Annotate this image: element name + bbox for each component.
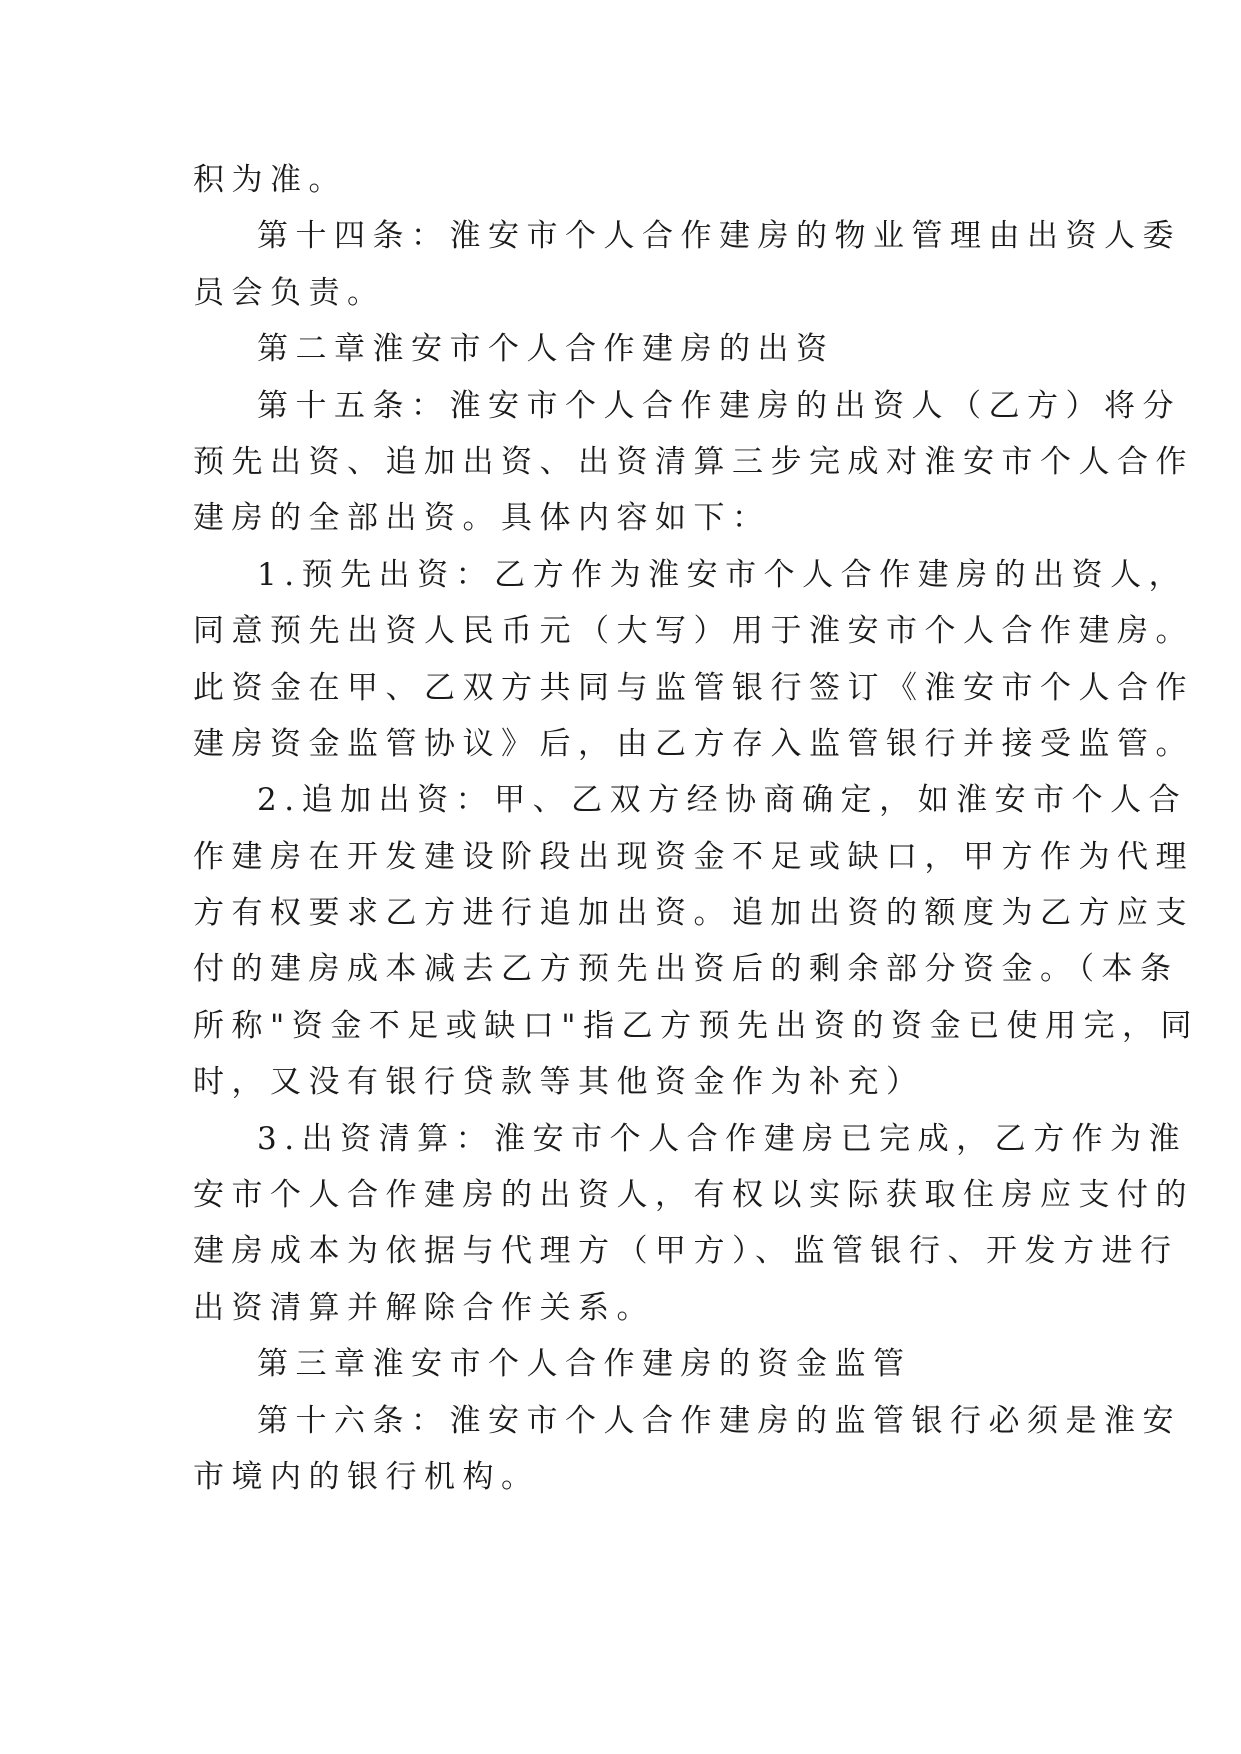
chapter-2-heading: 第二章淮安市个人合作建房的出资 [257,331,835,368]
text-line: 建房的全部出资。具体内容如下： [193,500,771,537]
text-line: 时，又没有银行贷款等其他资金作为补充） [193,1064,925,1101]
article-16-line: 第十六条：淮安市个人合作建房的监管银行必须是淮安 [257,1402,1181,1439]
text-line: 此资金在甲、乙双方共同与监管银行签订《淮安市个人合作 [193,669,1194,706]
document-body [193,152,1200,1505]
text-line: 建房资金监管协议》后，由乙方存入监管银行并接受监管。 [193,725,1194,762]
text-line: 付的建房成本减去乙方预先出资后的剩余部分资金。（本条 [193,951,1179,988]
text-line: 员会负责。 [193,274,386,311]
text-line: 积为准。 [193,162,347,198]
text-line: 安市个人合作建房的出资人，有权以实际获取住房应支付的 [193,1177,1194,1214]
item-2-line: 2.追加出资：甲、乙双方经协商确定，如淮安市个人合 [257,782,1188,819]
text-line: 所称"资金不足或缺口"指乙方预先出资的资金已使用完，同 [193,1007,1200,1044]
text-line: 出资清算并解除合作关系。 [193,1289,655,1326]
text-line: 作建房在开发建设阶段出现资金不足或缺口，甲方作为代理 [193,838,1194,875]
text-line: 预先出资、追加出资、出资清算三步完成对淮安市个人合作 [193,443,1194,480]
chapter-3-heading: 第三章淮安市个人合作建房的资金监管 [257,1346,912,1383]
item-1-line: 1.预先出资：乙方作为淮安市个人合作建房的出资人， [257,556,1188,593]
text-line: 方有权要求乙方进行追加出资。追加出资的额度为乙方应支 [193,895,1194,932]
text-line: 市境内的银行机构。 [193,1458,540,1495]
text-line: 同意预先出资人民币元（大写）用于淮安市个人合作建房。 [193,613,1194,650]
text-line: 建房成本为依据与代理方（甲方）、监管银行、开发方进行 [193,1233,1179,1270]
article-15-line: 第十五条：淮安市个人合作建房的出资人（乙方）将分 [257,387,1181,424]
item-3-line: 3.出资清算：淮安市个人合作建房已完成，乙方作为淮 [257,1120,1188,1157]
article-14-line: 第十四条：淮安市个人合作建房的物业管理由出资人委 [257,218,1181,255]
